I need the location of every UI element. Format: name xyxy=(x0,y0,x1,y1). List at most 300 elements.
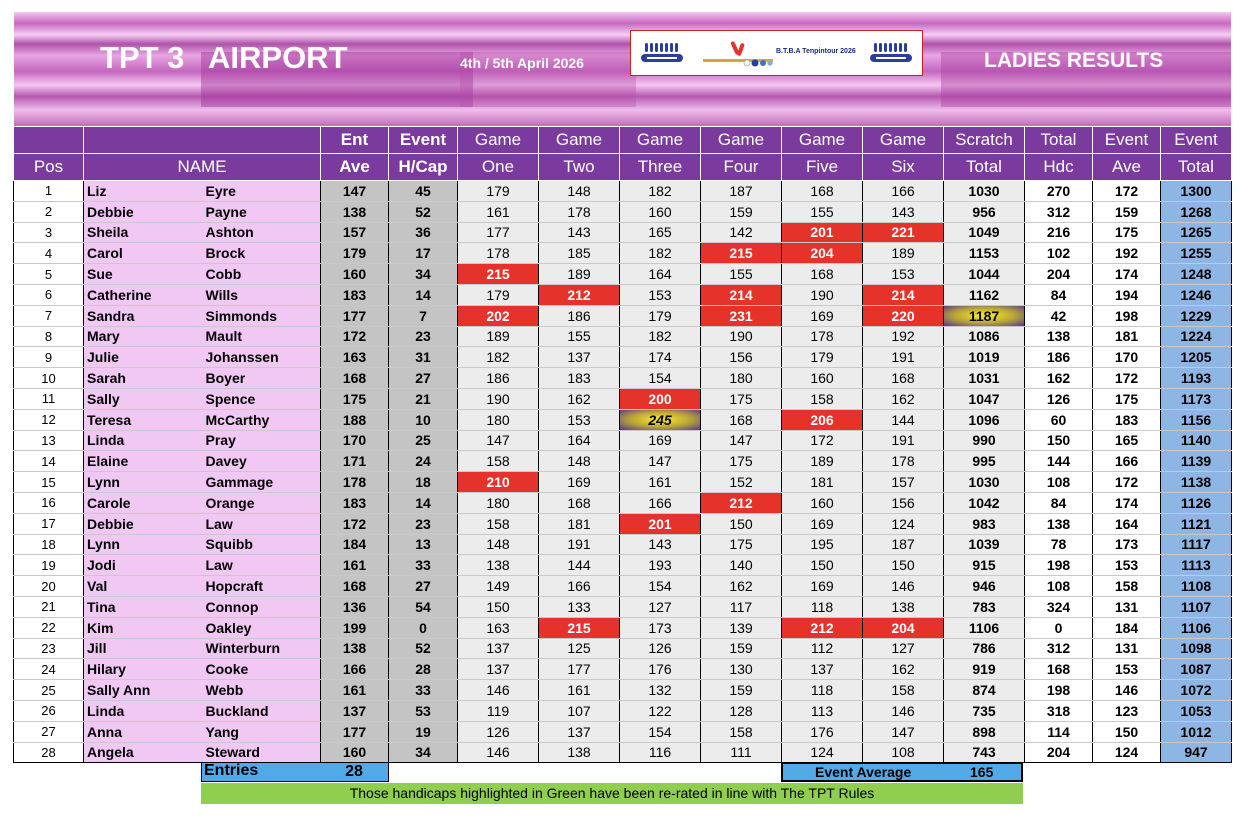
last-name-cell: Gammage xyxy=(202,472,321,493)
total-handicap-cell: 312 xyxy=(1025,201,1093,222)
game-score-cell: 154 xyxy=(620,721,701,742)
header-cell: Ave xyxy=(1093,154,1161,181)
event-handicap-cell: 52 xyxy=(389,201,458,222)
last-name-cell: Cobb xyxy=(202,264,321,285)
last-name-cell: Brock xyxy=(202,243,321,264)
game-score-cell: 169 xyxy=(782,576,863,597)
position-cell: 14 xyxy=(14,451,84,472)
event-handicap-cell: 31 xyxy=(389,347,458,368)
game-score-cell: 164 xyxy=(620,264,701,285)
event-average-cell: 175 xyxy=(1093,388,1161,409)
table-row xyxy=(14,596,1232,617)
game-score-cell: 221 xyxy=(863,222,944,243)
game-score-cell: 137 xyxy=(458,659,539,680)
game-score-cell: 142 xyxy=(701,222,782,243)
game-score-cell: 168 xyxy=(782,181,863,202)
event-average-cell: 159 xyxy=(1093,201,1161,222)
game-score-cell: 215 xyxy=(539,617,620,638)
last-name-cell: Buckland xyxy=(202,700,321,721)
game-score-cell: 159 xyxy=(701,201,782,222)
header-cell: Event xyxy=(1093,127,1161,154)
last-name-cell: McCarthy xyxy=(202,409,321,430)
game-score-cell: 147 xyxy=(458,430,539,451)
game-score-cell: 160 xyxy=(620,201,701,222)
last-name-cell: Hopcraft xyxy=(202,576,321,597)
game-score-cell: 111 xyxy=(701,742,782,763)
total-handicap-cell: 78 xyxy=(1025,534,1093,555)
section-title: LADIES RESULTS xyxy=(984,49,1164,72)
header-cell xyxy=(84,127,321,154)
event-handicap-cell: 14 xyxy=(389,284,458,305)
game-score-cell: 204 xyxy=(863,617,944,638)
event-average-cell: 198 xyxy=(1093,305,1161,326)
event-handicap-cell: 36 xyxy=(389,222,458,243)
total-handicap-cell: 216 xyxy=(1025,222,1093,243)
game-score-cell: 192 xyxy=(863,326,944,347)
game-score-cell: 169 xyxy=(782,513,863,534)
entry-average-cell: 138 xyxy=(321,638,389,659)
last-name-cell: Oakley xyxy=(202,617,321,638)
game-score-cell: 122 xyxy=(620,700,701,721)
event-average-cell: 175 xyxy=(1093,222,1161,243)
game-score-cell: 159 xyxy=(701,680,782,701)
event-handicap-cell: 7 xyxy=(389,305,458,326)
event-average-cell: 131 xyxy=(1093,596,1161,617)
header-cell: Ent xyxy=(321,127,389,154)
game-score-cell: 155 xyxy=(539,326,620,347)
game-score-cell: 130 xyxy=(701,659,782,680)
game-score-cell: 149 xyxy=(458,576,539,597)
game-score-cell: 137 xyxy=(782,659,863,680)
game-score-cell: 212 xyxy=(539,284,620,305)
entry-average-cell: 188 xyxy=(321,409,389,430)
entry-average-cell: 161 xyxy=(321,555,389,576)
position-cell: 25 xyxy=(14,680,84,701)
game-score-cell: 158 xyxy=(458,451,539,472)
header-cell: Two xyxy=(539,154,620,181)
first-name-cell: Julie xyxy=(84,347,202,368)
first-name-cell: Jodi xyxy=(84,555,202,576)
position-cell: 24 xyxy=(14,659,84,680)
header-cell: Three xyxy=(620,154,701,181)
logo-text: B.T.B.A Tenpintour 2026 xyxy=(776,48,856,55)
table-row xyxy=(14,201,1232,222)
game-score-cell: 174 xyxy=(620,347,701,368)
event-average-cell: 150 xyxy=(1093,721,1161,742)
header-cell: Event xyxy=(1161,127,1232,154)
game-score-cell: 162 xyxy=(863,388,944,409)
game-score-cell: 162 xyxy=(539,388,620,409)
event-date: 4th / 5th April 2026 xyxy=(460,55,584,71)
game-score-cell: 189 xyxy=(539,264,620,285)
last-name-cell: Pray xyxy=(202,430,321,451)
header-cell: Pos xyxy=(14,154,84,181)
game-score-cell: 162 xyxy=(863,659,944,680)
last-name-cell: Payne xyxy=(202,201,321,222)
game-score-cell: 175 xyxy=(701,534,782,555)
first-name-cell: Debbie xyxy=(84,201,202,222)
game-score-cell: 168 xyxy=(539,492,620,513)
event-handicap-cell: 21 xyxy=(389,388,458,409)
game-score-cell: 138 xyxy=(863,596,944,617)
event-handicap-cell: 23 xyxy=(389,513,458,534)
game-score-cell: 132 xyxy=(620,680,701,701)
entry-average-cell: 168 xyxy=(321,368,389,389)
table-row xyxy=(14,659,1232,680)
position-cell: 20 xyxy=(14,576,84,597)
scratch-total-cell: 990 xyxy=(944,430,1025,451)
game-score-cell: 178 xyxy=(539,201,620,222)
first-name-cell: Lynn xyxy=(84,534,202,555)
last-name-cell: Winterburn xyxy=(202,638,321,659)
game-score-cell: 191 xyxy=(863,430,944,451)
game-score-cell: 108 xyxy=(863,742,944,763)
game-score-cell: 154 xyxy=(620,368,701,389)
btba-badge-icon xyxy=(639,40,685,68)
event-average-cell: 194 xyxy=(1093,284,1161,305)
header-cell: Game xyxy=(782,127,863,154)
game-score-cell: 153 xyxy=(863,264,944,285)
game-score-cell: 180 xyxy=(458,492,539,513)
header-cell: Game xyxy=(539,127,620,154)
event-average-cell: 174 xyxy=(1093,492,1161,513)
header-cell: Game xyxy=(863,127,944,154)
game-score-cell: 201 xyxy=(782,222,863,243)
table-row xyxy=(14,472,1232,493)
event-average-cell: 192 xyxy=(1093,243,1161,264)
game-score-cell: 160 xyxy=(782,492,863,513)
event-total-cell: 1126 xyxy=(1161,492,1232,513)
total-handicap-cell: 168 xyxy=(1025,659,1093,680)
game-score-cell: 168 xyxy=(782,264,863,285)
first-name-cell: Val xyxy=(84,576,202,597)
event-total-cell: 1072 xyxy=(1161,680,1232,701)
event-average-cell: 166 xyxy=(1093,451,1161,472)
table-row xyxy=(14,451,1232,472)
event-handicap-cell: 34 xyxy=(389,264,458,285)
scratch-total-cell: 783 xyxy=(944,596,1025,617)
game-score-cell: 172 xyxy=(782,430,863,451)
first-name-cell: Lynn xyxy=(84,472,202,493)
scratch-total-cell: 956 xyxy=(944,201,1025,222)
event-total-cell: 1139 xyxy=(1161,451,1232,472)
game-score-cell: 117 xyxy=(701,596,782,617)
entry-average-cell: 172 xyxy=(321,513,389,534)
game-score-cell: 179 xyxy=(458,284,539,305)
position-cell: 23 xyxy=(14,638,84,659)
scratch-total-cell: 898 xyxy=(944,721,1025,742)
game-score-cell: 166 xyxy=(620,492,701,513)
last-name-cell: Mault xyxy=(202,326,321,347)
event-handicap-cell: 28 xyxy=(389,659,458,680)
game-score-cell: 156 xyxy=(701,347,782,368)
table-row xyxy=(14,700,1232,721)
game-score-cell: 125 xyxy=(539,638,620,659)
position-cell: 10 xyxy=(14,368,84,389)
game-score-cell: 162 xyxy=(701,576,782,597)
first-name-cell: Mary xyxy=(84,326,202,347)
event-total-cell: 1173 xyxy=(1161,388,1232,409)
first-name-cell: Linda xyxy=(84,430,202,451)
header-cell: NAME xyxy=(84,154,321,181)
header-cell: Game xyxy=(458,127,539,154)
event-handicap-cell: 23 xyxy=(389,326,458,347)
first-name-cell: Anna xyxy=(84,721,202,742)
table-row xyxy=(14,721,1232,742)
game-score-cell: 164 xyxy=(539,430,620,451)
game-score-cell: 146 xyxy=(863,700,944,721)
first-name-cell: Hilary xyxy=(84,659,202,680)
first-name-cell: Catherine xyxy=(84,284,202,305)
total-handicap-cell: 270 xyxy=(1025,181,1093,202)
first-name-cell: Kim xyxy=(84,617,202,638)
first-name-cell: Sheila xyxy=(84,222,202,243)
game-score-cell: 210 xyxy=(458,472,539,493)
first-name-cell: Sandra xyxy=(84,305,202,326)
event-total-cell: 1113 xyxy=(1161,555,1232,576)
event-average-cell: 165 xyxy=(1093,430,1161,451)
event-handicap-cell: 14 xyxy=(389,492,458,513)
entries-label: Entries xyxy=(204,762,259,779)
game-score-cell: 190 xyxy=(458,388,539,409)
game-score-cell: 175 xyxy=(701,451,782,472)
game-score-cell: 191 xyxy=(539,534,620,555)
event-average-cell: 158 xyxy=(1093,576,1161,597)
total-handicap-cell: 162 xyxy=(1025,368,1093,389)
scratch-total-cell: 1042 xyxy=(944,492,1025,513)
game-score-cell: 191 xyxy=(863,347,944,368)
event-total-cell: 1156 xyxy=(1161,409,1232,430)
first-name-cell: Carol xyxy=(84,243,202,264)
table-row xyxy=(14,388,1232,409)
event-average-cell: 170 xyxy=(1093,347,1161,368)
event-handicap-cell: 27 xyxy=(389,576,458,597)
entry-average-cell: 170 xyxy=(321,430,389,451)
game-score-cell: 155 xyxy=(782,201,863,222)
game-score-cell: 146 xyxy=(458,742,539,763)
game-score-cell: 215 xyxy=(701,243,782,264)
table-row xyxy=(14,513,1232,534)
last-name-cell: Cooke xyxy=(202,659,321,680)
total-handicap-cell: 84 xyxy=(1025,284,1093,305)
position-cell: 8 xyxy=(14,326,84,347)
game-score-cell: 193 xyxy=(620,555,701,576)
table-row xyxy=(14,576,1232,597)
scratch-total-cell: 743 xyxy=(944,742,1025,763)
first-name-cell: Sue xyxy=(84,264,202,285)
event-handicap-cell: 53 xyxy=(389,700,458,721)
game-score-cell: 161 xyxy=(620,472,701,493)
position-cell: 5 xyxy=(14,264,84,285)
event-handicap-cell: 54 xyxy=(389,596,458,617)
scratch-total-cell: 995 xyxy=(944,451,1025,472)
game-score-cell: 177 xyxy=(539,659,620,680)
game-score-cell: 119 xyxy=(458,700,539,721)
event-total-cell: 947 xyxy=(1161,742,1232,763)
entry-average-cell: 177 xyxy=(321,721,389,742)
event-handicap-cell: 33 xyxy=(389,680,458,701)
game-score-cell: 166 xyxy=(539,576,620,597)
venue-name: AIRPORT xyxy=(208,40,348,75)
table-row xyxy=(14,347,1232,368)
game-score-cell: 112 xyxy=(782,638,863,659)
game-score-cell: 127 xyxy=(620,596,701,617)
last-name-cell: Law xyxy=(202,555,321,576)
bowling-pins-icon xyxy=(703,37,773,71)
total-handicap-cell: 198 xyxy=(1025,680,1093,701)
game-score-cell: 118 xyxy=(782,596,863,617)
game-score-cell: 148 xyxy=(539,451,620,472)
game-score-cell: 150 xyxy=(701,513,782,534)
last-name-cell: Webb xyxy=(202,680,321,701)
game-score-cell: 178 xyxy=(863,451,944,472)
game-score-cell: 181 xyxy=(782,472,863,493)
scratch-total-cell: 1031 xyxy=(944,368,1025,389)
header-cell: Hdc xyxy=(1025,154,1093,181)
position-cell: 6 xyxy=(14,284,84,305)
event-total-cell: 1193 xyxy=(1161,368,1232,389)
header-cell: Game xyxy=(620,127,701,154)
event-total-cell: 1268 xyxy=(1161,201,1232,222)
position-cell: 21 xyxy=(14,596,84,617)
position-cell: 9 xyxy=(14,347,84,368)
entry-average-cell: 171 xyxy=(321,451,389,472)
first-name-cell: Sally xyxy=(84,388,202,409)
entry-average-cell: 160 xyxy=(321,264,389,285)
game-score-cell: 113 xyxy=(782,700,863,721)
game-score-cell: 144 xyxy=(863,409,944,430)
game-score-cell: 140 xyxy=(701,555,782,576)
table-row xyxy=(14,492,1232,513)
event-total-cell: 1087 xyxy=(1161,659,1232,680)
scratch-total-cell: 1049 xyxy=(944,222,1025,243)
event-handicap-cell: 13 xyxy=(389,534,458,555)
total-handicap-cell: 144 xyxy=(1025,451,1093,472)
game-score-cell: 159 xyxy=(701,638,782,659)
header-cell: H/Cap xyxy=(389,154,458,181)
game-score-cell: 161 xyxy=(458,201,539,222)
position-cell: 28 xyxy=(14,742,84,763)
game-score-cell: 212 xyxy=(782,617,863,638)
event-total-cell: 1246 xyxy=(1161,284,1232,305)
table-row xyxy=(14,181,1232,202)
event-average-cell: 153 xyxy=(1093,659,1161,680)
entry-average-cell: 183 xyxy=(321,492,389,513)
game-score-cell: 182 xyxy=(620,181,701,202)
game-score-cell: 137 xyxy=(539,347,620,368)
position-cell: 18 xyxy=(14,534,84,555)
event-average-cell: 173 xyxy=(1093,534,1161,555)
game-score-cell: 201 xyxy=(620,513,701,534)
game-score-cell: 169 xyxy=(539,472,620,493)
header-cell: Total xyxy=(944,154,1025,181)
game-score-cell: 163 xyxy=(458,617,539,638)
scratch-total-cell: 1039 xyxy=(944,534,1025,555)
game-score-cell: 186 xyxy=(458,368,539,389)
position-cell: 22 xyxy=(14,617,84,638)
entry-average-cell: 163 xyxy=(321,347,389,368)
total-handicap-cell: 108 xyxy=(1025,472,1093,493)
game-score-cell: 158 xyxy=(782,388,863,409)
total-handicap-cell: 204 xyxy=(1025,742,1093,763)
game-score-cell: 166 xyxy=(863,181,944,202)
btba-logo xyxy=(630,30,923,76)
scratch-total-cell: 1047 xyxy=(944,388,1025,409)
game-score-cell: 165 xyxy=(620,222,701,243)
game-score-cell: 118 xyxy=(782,680,863,701)
entry-average-cell: 199 xyxy=(321,617,389,638)
event-handicap-cell: 45 xyxy=(389,181,458,202)
header-cell: Scratch xyxy=(944,127,1025,154)
table-row xyxy=(14,326,1232,347)
game-score-cell: 154 xyxy=(620,576,701,597)
event-average-value: 165 xyxy=(970,764,994,780)
game-score-cell: 147 xyxy=(701,430,782,451)
table-row xyxy=(14,638,1232,659)
first-name-cell: Sally Ann xyxy=(84,680,202,701)
game-score-cell: 204 xyxy=(782,243,863,264)
game-score-cell: 245 xyxy=(620,409,701,430)
game-score-cell: 176 xyxy=(782,721,863,742)
total-handicap-cell: 102 xyxy=(1025,243,1093,264)
game-score-cell: 143 xyxy=(539,222,620,243)
entry-average-cell: 179 xyxy=(321,243,389,264)
event-total-cell: 1121 xyxy=(1161,513,1232,534)
game-score-cell: 150 xyxy=(863,555,944,576)
game-score-cell: 178 xyxy=(782,326,863,347)
position-cell: 7 xyxy=(14,305,84,326)
last-name-cell: Simmonds xyxy=(202,305,321,326)
event-average-cell: 131 xyxy=(1093,638,1161,659)
event-average-label: Event Average xyxy=(815,764,912,780)
scratch-total-cell: 983 xyxy=(944,513,1025,534)
game-score-cell: 214 xyxy=(701,284,782,305)
game-score-cell: 150 xyxy=(458,596,539,617)
game-score-cell: 185 xyxy=(539,243,620,264)
scratch-total-cell: 735 xyxy=(944,700,1025,721)
first-name-cell: Liz xyxy=(84,181,202,202)
scratch-total-cell: 1096 xyxy=(944,409,1025,430)
game-score-cell: 168 xyxy=(701,409,782,430)
game-score-cell: 124 xyxy=(863,513,944,534)
table-row xyxy=(14,430,1232,451)
game-score-cell: 200 xyxy=(620,388,701,409)
game-score-cell: 178 xyxy=(458,243,539,264)
game-score-cell: 158 xyxy=(863,680,944,701)
entry-average-cell: 183 xyxy=(321,284,389,305)
game-score-cell: 220 xyxy=(863,305,944,326)
last-name-cell: Johanssen xyxy=(202,347,321,368)
entry-average-cell: 175 xyxy=(321,388,389,409)
total-handicap-cell: 0 xyxy=(1025,617,1093,638)
game-score-cell: 137 xyxy=(458,638,539,659)
game-score-cell: 187 xyxy=(863,534,944,555)
game-score-cell: 137 xyxy=(539,721,620,742)
game-score-cell: 127 xyxy=(863,638,944,659)
game-score-cell: 128 xyxy=(701,700,782,721)
header-row-1 xyxy=(14,127,1232,154)
total-handicap-cell: 84 xyxy=(1025,492,1093,513)
event-handicap-cell: 18 xyxy=(389,472,458,493)
first-name-cell: Tina xyxy=(84,596,202,617)
entry-average-cell: 184 xyxy=(321,534,389,555)
entries-count: 28 xyxy=(320,763,388,781)
table-row xyxy=(14,742,1232,763)
game-score-cell: 138 xyxy=(458,555,539,576)
game-score-cell: 150 xyxy=(782,555,863,576)
game-score-cell: 177 xyxy=(458,222,539,243)
total-handicap-cell: 42 xyxy=(1025,305,1093,326)
